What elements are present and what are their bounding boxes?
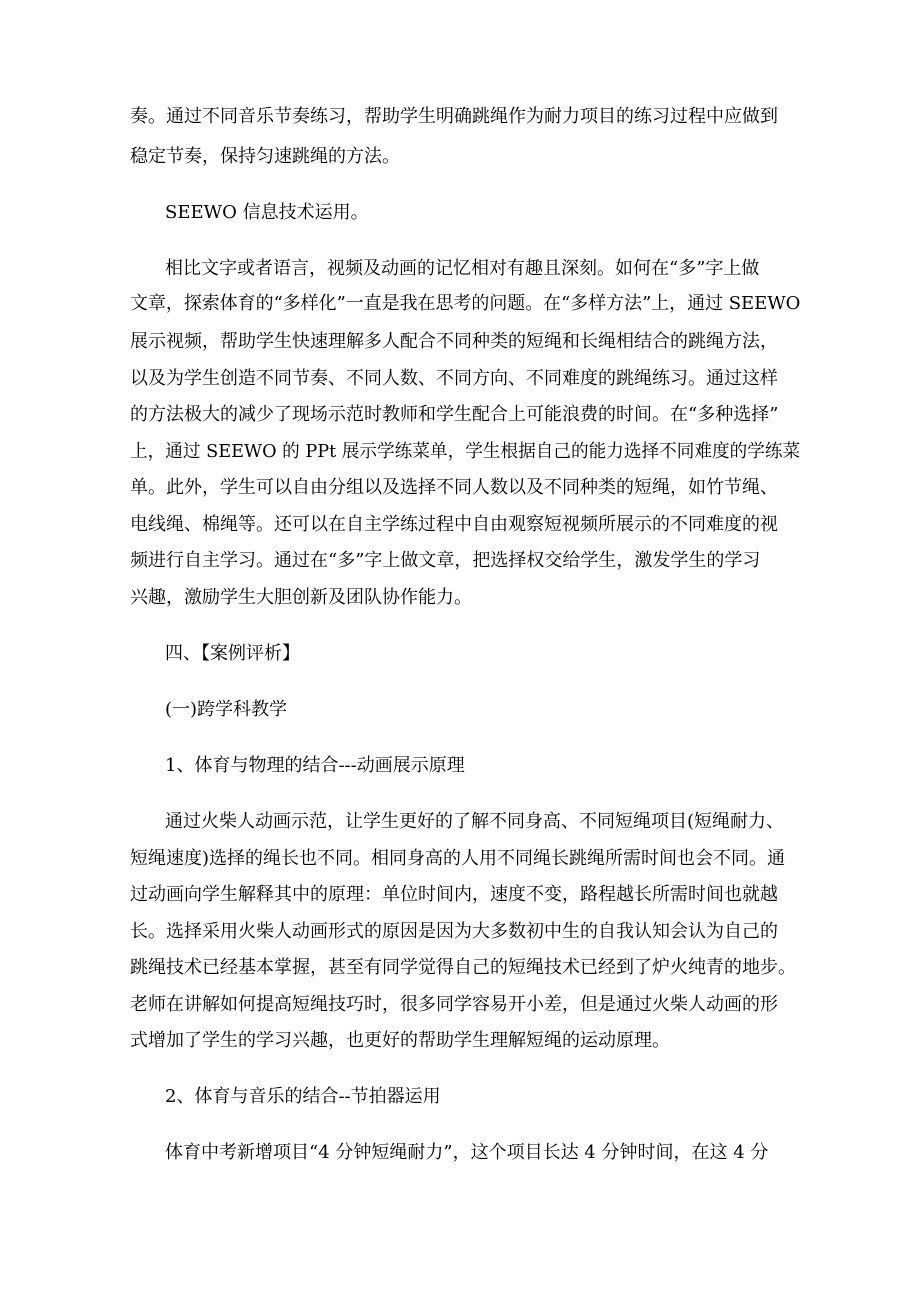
text-line: 奏。通过不同音乐节奏练习，帮助学生明确跳绳作为耐力项目的练习过程中应做到 <box>130 106 778 127</box>
subsection-heading: 2、体育与音乐的结合--节拍器运用 <box>165 1086 441 1107</box>
text-line: SEEWO 信息技术运用。 <box>165 202 369 223</box>
text-line: 以及为学生创造不同节奏、不同人数、不同方向、不同难度的跳绳练习。通过这样 <box>130 368 778 389</box>
section-heading: 四、【案例评析】 <box>165 643 300 664</box>
text-line: 短绳速度)选择的绳长也不同。相同身高的人用不同绳长跳绳所需时间也会不同。通 <box>130 848 786 869</box>
text-line: 老师在讲解如何提高短绳技巧时，很多同学容易开小差，但是通过火柴人动画的形 <box>130 994 778 1015</box>
text-line: 的方法极大的减少了现场示范时教师和学生配合上可能浪费的时间。在“多种选择” <box>130 404 779 425</box>
subsection-heading: 1、体育与物理的结合---动画展示原理 <box>165 755 465 776</box>
text-line: 通过火柴人动画示范，让学生更好的了解不同身高、不同短绳项目(短绳耐力、 <box>165 811 785 832</box>
text-line: 相比文字或者语言，视频及动画的记忆相对有趣且深刻。如何在“多”字上做 <box>165 258 760 279</box>
text-line: 长。选择采用火柴人动画形式的原因是因为大多数初中生的自我认知会认为自己的 <box>130 921 778 942</box>
text-line: 体育中考新增项目“4 分钟短绳耐力”，这个项目长达 4 分钟时间，在这 4 分 <box>165 1142 769 1163</box>
text-line: 展示视频，帮助学生快速理解多人配合不同种类的短绳和长绳相结合的跳绳方法， <box>130 331 778 352</box>
text-line: 频进行自主学习。通过在“多”字上做文章，把选择权交给学生，激发学生的学习 <box>130 550 761 571</box>
text-line: 式增加了学生的学习兴趣，也更好的帮助学生理解短绳的运动原理。 <box>130 1030 670 1051</box>
text-line: 电线绳、棉绳等。还可以在自主学练过程中自由观察短视频所展示的不同难度的视 <box>130 514 778 535</box>
text-line: 稳定节奏，保持匀速跳绳的方法。 <box>130 146 400 167</box>
subsection-heading: (一)跨学科教学 <box>165 699 288 720</box>
text-line: 文章，探索体育的“多样化”一直是我在思考的问题。在“多样方法”上，通过 SEEWO <box>130 293 801 314</box>
text-line: 过动画向学生解释其中的原理：单位时间内，速度不变，路程越长所需时间也就越 <box>130 884 778 905</box>
text-line: 兴趣，激励学生大胆创新及团队协作能力。 <box>130 587 472 608</box>
text-line: 单。此外，学生可以自由分组以及选择不同人数以及不同种类的短绳，如竹节绳、 <box>130 477 778 498</box>
text-line: 上，通过 SEEWO 的 PPt 展示学练菜单，学生根据自己的能力选择不同难度的学练菜 <box>130 441 801 462</box>
text-line: 跳绳技术已经基本掌握，甚至有同学觉得自己的短绳技术已经到了炉火纯青的地步。 <box>130 957 796 978</box>
